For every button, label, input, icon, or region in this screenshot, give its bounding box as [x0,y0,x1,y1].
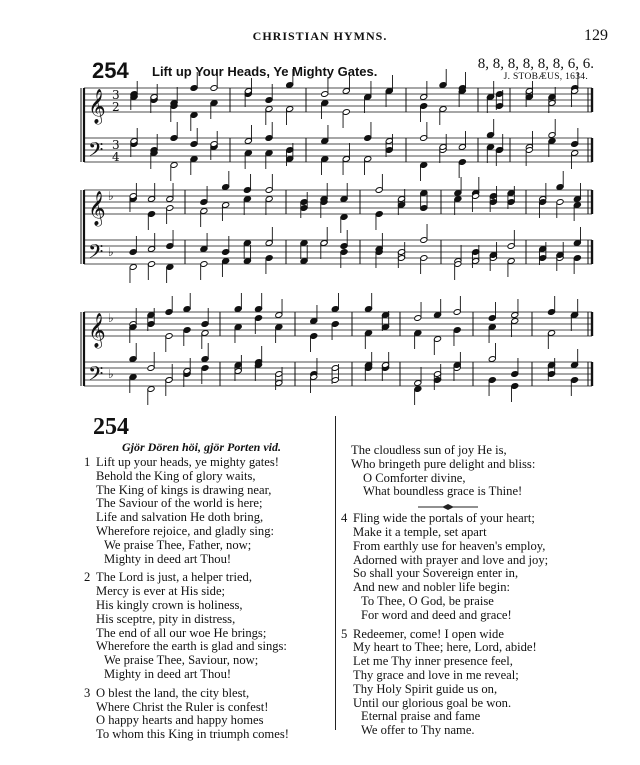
lyric-line: We praise Thee, Father, now; [104,537,252,552]
lyric-line: Behold the King of glory waits, [96,468,256,483]
lyric-line: Mighty in deed art Thou! [104,551,232,566]
time-signature: 2 [112,100,120,114]
hymn-composer: J. STOBÆUS, 1634. [503,72,588,82]
lyric-line: To whom this King in triumph comes! [96,727,289,742]
hymn-meter: 8, 8, 8, 8, 8, 8, 6, 6. [477,56,594,72]
lyric-line: Lift up your heads, ye mighty gates! [96,455,279,469]
stanza [84,571,339,681]
lyric-line: What boundless grace is Thine! [363,484,523,499]
lyric-line: O happy hearts and happy homes [96,713,264,728]
lyric-line: So shall your Sovereign enter in, [353,566,519,581]
flat-sign: ♭ [108,189,114,203]
lyric-line: O Comforter divine, [363,470,466,485]
lyric-line: From earthly use for heaven's employ, [353,538,546,553]
page-number: 129 [584,27,608,44]
stanza-number: 5 [341,626,348,641]
treble-clef: 𝄞 [88,89,106,124]
lyric-line: Thy Holy Spirit guide us on, [353,681,498,696]
lyric-line: The cloudless sun of joy He is, [351,443,507,457]
time-signature: 3 [112,138,120,152]
stanza-number: 3 [84,685,91,700]
lyric-line: O blest the land, the city blest, [96,685,250,700]
flat-sign: ♭ [108,311,114,325]
lyric-line: Eternal praise and fame [361,709,481,724]
stanza [341,628,591,738]
bass-clef: 𝄢 [88,240,104,268]
lyrics-right-column [341,444,591,743]
lyric-line: Life and salvation He doth bring, [96,510,264,525]
lyric-line: Thy grace and love in me reveal; [353,667,519,682]
stanza [84,456,339,566]
lyric-line: His sceptre, pity in distress, [96,611,236,626]
lyric-line: The King of kings is drawing near, [96,482,272,497]
lyric-line: Who bringeth pure delight and bliss: [351,456,536,471]
time-signature: 3 [112,88,120,102]
bass-clef: 𝄢 [88,362,104,390]
hymn-number: 254 [92,58,129,83]
lyric-line: My heart to Thee; here, Lord, abide! [353,640,537,655]
lyric-line: Until our glorious goal be won. [353,695,512,710]
time-signature: 4 [112,150,120,164]
hymn-number-text: 254 [93,414,129,440]
lyric-line: The Lord is just, a helper tried, [96,570,252,585]
lyric-line: And new and nobler life begin: [353,580,511,595]
lyric-line: To Thee, O God, be praise [361,593,494,608]
lyric-line: Adorned with prayer and love and joy; [353,552,549,567]
original-title: Gjör Dören höi, gjör Porten vid. [122,440,282,454]
stanza [341,512,591,622]
lyric-line: We offer to Thy name. [361,723,475,738]
lyric-line: Redeemer, come! I open wide [353,626,504,641]
treble-clef: 𝄞 [88,191,106,226]
stanza [84,687,339,742]
flat-sign: ♭ [108,367,114,381]
lyric-line: Fling wide the portals of your heart; [353,511,535,526]
lyric-line: Mighty in deed art Thou! [104,666,232,681]
lyric-line: Wherefore the earth is glad and sings: [96,639,287,654]
lyric-line: His kingly crown is holiness, [96,597,243,612]
hymn-title: Lift up Your Heads, Ye Mighty Gates. [152,64,378,79]
lyric-line: The Saviour of the world is here; [96,496,263,511]
lyric-line: Mercy is ever at His side; [96,584,226,599]
lyric-line: Where Christ the Ruler is confest! [96,699,269,714]
flat-sign: ♭ [108,245,114,259]
stanza-number: 2 [84,570,91,585]
stanza-number: 1 [84,455,91,469]
treble-clef: 𝄞 [88,313,106,348]
lyric-line: We praise Thee, Saviour, now; [104,653,259,668]
lyric-line: Wherefore rejoice, and gladly sing: [96,523,274,538]
lyric-line: Let me Thy inner presence feel, [353,654,513,669]
lyrics-left-column [84,456,339,747]
running-title: CHRISTIAN HYMNS. [252,29,388,43]
lyric-line: For word and deed and grace! [361,607,512,622]
stanza-number: 4 [341,511,348,526]
stanza [341,444,591,499]
lyric-line: Make it a temple, set apart [353,524,487,539]
bass-clef: 𝄢 [88,138,104,166]
lyric-line: The end of all our woe He brings; [96,625,267,640]
